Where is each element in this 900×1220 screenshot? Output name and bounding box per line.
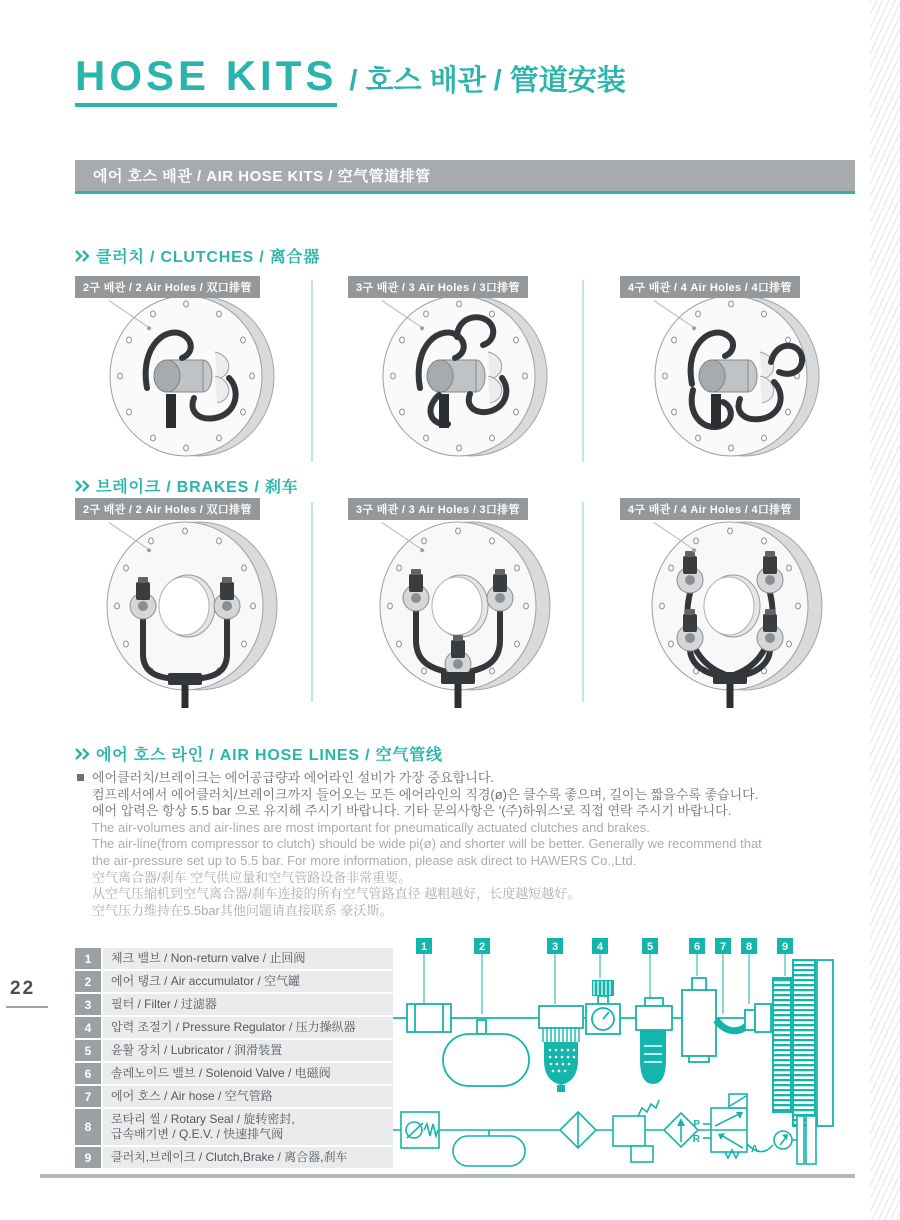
clutches-heading-label: 클러치 / CLUTCHES / 离合器 — [96, 249, 321, 266]
row-number: 4 — [75, 1017, 101, 1038]
table-row — [75, 971, 393, 992]
row-number: 7 — [75, 1086, 101, 1107]
brakes-heading — [75, 474, 298, 497]
paragraph-line-en: the air-pressure set up to 5.5 bar. For more information, please ask direct to HAWERS Co.,Ltd. — [92, 852, 637, 868]
paragraph-line-zh: 从空气压缩机到空气离合器/刹车连接的所有空气管路直径 越粗越好，长度越短越好。 — [92, 886, 581, 902]
brakes-heading-label: 브레이크 / BRAKES / 刹车 — [96, 479, 299, 496]
brake-2-air-holes-drawing — [81, 514, 301, 712]
paragraph-line-ko: 에어클러치/브레이크는 에어공급량과 에어라인 설비가 가장 중요합니다. — [92, 770, 495, 785]
callout-6: 6 — [693, 941, 701, 953]
table-row — [75, 1063, 393, 1084]
column-divider — [582, 502, 584, 702]
page-number-rule — [6, 1006, 48, 1008]
page-number: 22 — [10, 978, 36, 999]
clutch-panel-4holes — [620, 276, 855, 466]
row-number: 3 — [75, 994, 101, 1015]
double-chevron-icon — [75, 748, 90, 760]
paragraph-line-en: The air-volumes and air-lines are most important for pneumatically actuated clutches and brakes. — [92, 819, 650, 835]
callout-3: 3 — [551, 941, 559, 953]
callout-8: 8 — [745, 941, 753, 953]
column-divider — [311, 280, 313, 462]
table-row — [75, 994, 393, 1015]
callout-5: 5 — [646, 941, 654, 953]
clutch-panel-2holes — [75, 276, 310, 466]
double-chevron-icon — [75, 250, 90, 262]
row-number: 9 — [75, 1147, 101, 1168]
pictorial-air-line — [393, 960, 833, 1126]
variant-badge: 2구 배관 / 2 Air Holes / 双口排管 — [75, 498, 260, 520]
table-row — [75, 1109, 393, 1145]
row-label: 클러치,브레이크 / Clutch,Brake / 离合器,刹车 — [111, 1150, 348, 1164]
table-row — [75, 1040, 393, 1061]
callout-2: 2 — [478, 941, 486, 953]
clutch-2-air-holes-drawing — [81, 292, 301, 462]
clutch-4-air-holes-drawing — [626, 292, 846, 462]
clutch-panel-3holes — [348, 276, 583, 466]
row-label: 솔레노이드 밸브 / Solenoid Valve / 电磁阀 — [111, 1066, 331, 1080]
scan-edge-texture — [870, 0, 900, 1220]
legend-table — [75, 948, 393, 1170]
paragraph-line-ko: 에어 압력은 항상 5.5 bar 으로 유지해 주시기 바랍니다. 기타 문의사항은 '(주)하워스'로 직접 연락 주시기 바랍니다. — [92, 803, 732, 819]
paragraph-line-zh: 空气离合器/刹车 空气供应量和空气管路设备非常重要。 — [92, 869, 412, 885]
row-label: 윤활 장치 / Lubricator / 润滑装置 — [111, 1043, 283, 1057]
callout-1: 1 — [420, 941, 428, 953]
brake-panel-4holes — [620, 498, 855, 713]
table-row — [75, 1147, 393, 1168]
row-number: 8 — [75, 1109, 101, 1145]
row-label: 에어 탱크 / Air accumulator / 空气罐 — [111, 974, 301, 988]
variant-badge: 3구 배관 / 3 Air Holes / 3口排管 — [348, 276, 528, 298]
paragraph-line-ko: 컴프레서에서 에어클러치/브레이크까지 들어오는 모든 에어라인의 직경(ø)은 클수록 좋으며, 길이는 짧을수록 좋습니다. — [92, 786, 759, 802]
callout-7: 7 — [719, 941, 727, 953]
row-label-line2: 급속배기변 / Q.E.V. / 快速排气阀 — [111, 1127, 284, 1141]
port-label-a: A — [751, 1144, 759, 1155]
paragraph-line-en: The air-line(from compressor to clutch) should be wide pi(ø) and shorter will be better. Generally we recommend that — [92, 836, 762, 852]
row-label: 압력 조절기 / Pressure Regulator / 压力操纵器 — [111, 1020, 356, 1034]
port-label-p: P — [693, 1119, 700, 1130]
row-label: 에어 호스 / Air hose / 空气管路 — [111, 1089, 273, 1103]
section-band: 에어 호스 배관 / AIR HOSE KITS / 空气管道排管 — [75, 160, 855, 194]
paragraph-line-zh: 空气压力维持在5.5bar其他问题请直接联系 豪沃斯。 — [92, 902, 393, 918]
brake-3-air-holes-drawing — [354, 514, 574, 712]
clutch-3-air-holes-drawing — [354, 292, 574, 462]
double-chevron-icon — [75, 480, 90, 492]
row-number: 2 — [75, 971, 101, 992]
clutches-heading — [75, 244, 320, 267]
page-title-main: HOSE KITS — [75, 52, 337, 107]
table-row — [75, 948, 393, 969]
pneumatic-line-diagram — [393, 934, 860, 1174]
port-label-r: R — [692, 1134, 700, 1145]
schematic-air-circuit — [393, 1094, 816, 1166]
page-title-suffix: / 호스 배관 / 管道安装 — [349, 65, 626, 97]
row-number: 5 — [75, 1040, 101, 1061]
brake-4-air-holes-drawing — [626, 514, 846, 712]
brake-panel-2holes — [75, 498, 310, 713]
airlines-heading — [75, 742, 443, 765]
page-title — [75, 52, 626, 107]
row-number: 6 — [75, 1063, 101, 1084]
table-row — [75, 1017, 393, 1038]
column-divider — [582, 280, 584, 462]
variant-badge: 4구 배관 / 4 Air Holes / 4口排管 — [620, 276, 800, 298]
variant-badge: 2구 배관 / 2 Air Holes / 双口排管 — [75, 276, 260, 298]
airlines-paragraph — [75, 770, 805, 919]
callout-4: 4 — [596, 941, 604, 953]
airlines-heading-label: 에어 호스 라인 / AIR HOSE LINES / 空气管线 — [96, 747, 443, 764]
column-divider — [311, 502, 313, 702]
row-label: 필터 / Filter / 过滤器 — [111, 997, 217, 1011]
footer-rule — [40, 1174, 855, 1178]
brake-panel-3holes — [348, 498, 583, 713]
bullet-icon — [77, 774, 84, 781]
callout-9: 9 — [781, 941, 789, 953]
row-label: 체크 밸브 / Non-return valve / 止回阀 — [111, 951, 306, 965]
row-number: 1 — [75, 948, 101, 969]
table-row — [75, 1086, 393, 1107]
variant-badge: 4구 배관 / 4 Air Holes / 4口排管 — [620, 498, 800, 520]
variant-badge: 3구 배관 / 3 Air Holes / 3口排管 — [348, 498, 528, 520]
row-label: 로타리 씰 / Rotary Seal / 旋转密封, — [111, 1112, 295, 1126]
